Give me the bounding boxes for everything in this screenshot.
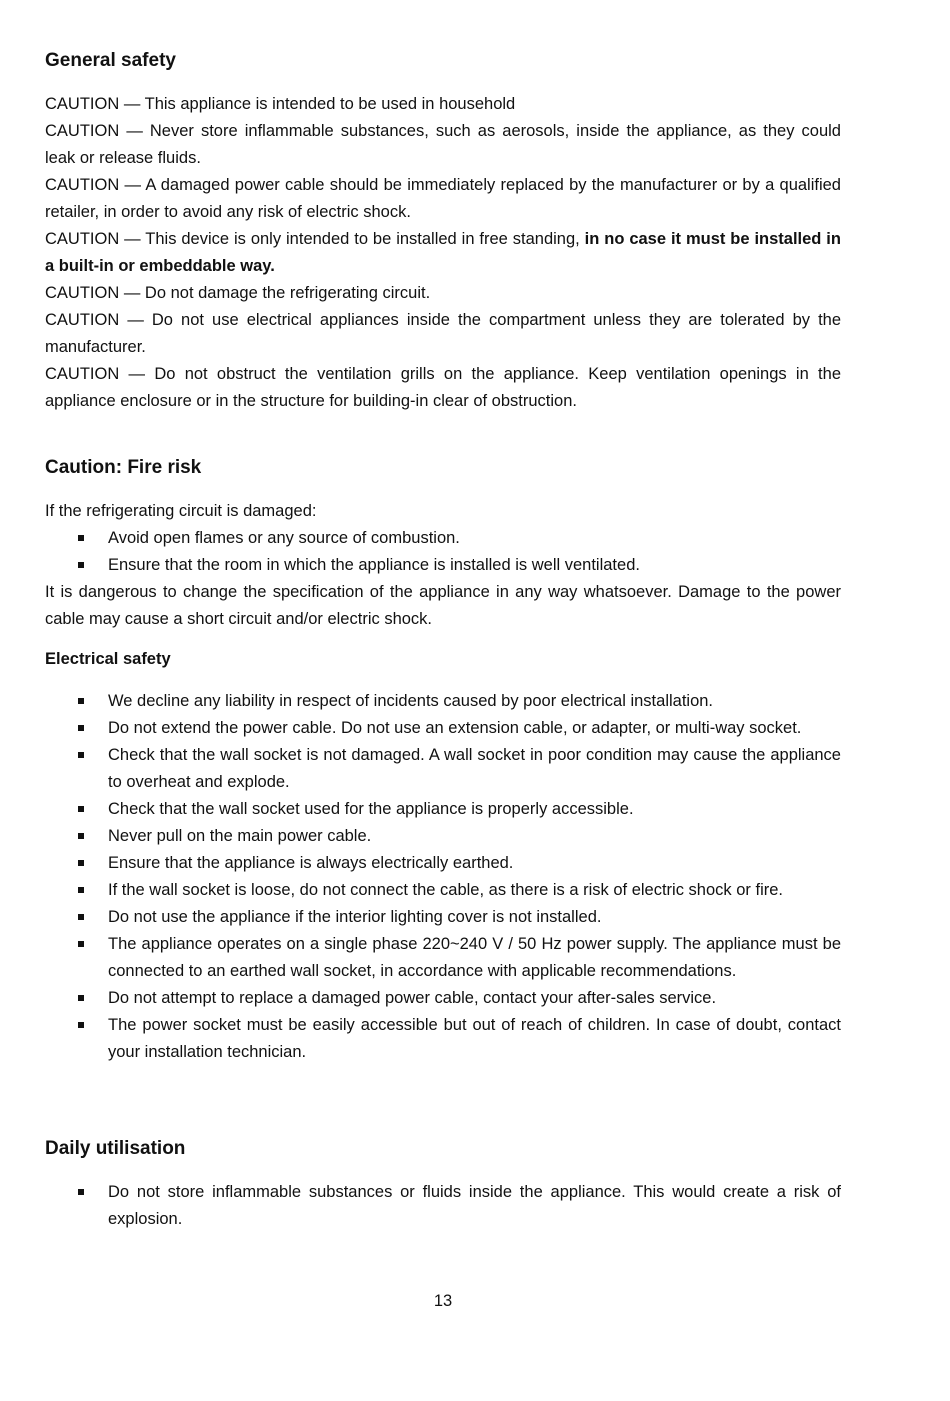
fire-risk-outro: It is dangerous to change the specification of the appliance in any way whatsoever. Damage to the power cable may cause a short circuit and/or electric shock. [45,583,841,628]
bullet-square-icon [78,752,84,758]
list-item: Check that the wall socket is not damaged. A wall socket in poor condition may cause the appliance to overheat and explode. [45,742,841,796]
bullet-square-icon [78,941,84,947]
bullet-square-icon [78,562,84,568]
list-item: Do not attempt to replace a damaged power cable, contact your after-sales service. [45,985,841,1012]
bullet-square-icon [78,1022,84,1028]
caution-free-standing-emphasis: in no case it must be installed in a built-in or embeddable way. [45,230,841,275]
page-number: 13 [433,1292,453,1310]
bullet-square-icon [78,806,84,812]
fire-risk-list [45,525,841,579]
list-item: The power socket must be easily accessible but out of reach of children. In case of doubt, contact your installation technician. [45,1012,841,1066]
bullet-square-icon [78,725,84,731]
caution-inflammable: CAUTION — Never store inflammable substances, such as aerosols, inside the appliance, as they could leak or release fluids. [45,122,841,167]
list-item: We decline any liability in respect of incidents caused by poor electrical installation. [45,688,841,715]
bullet-square-icon [78,698,84,704]
list-item: If the wall socket is loose, do not connect the cable, as there is a risk of electric shock or fire. [45,877,841,904]
bullet-square-icon [78,860,84,866]
daily-utilisation-list [45,1179,841,1233]
bullet-square-icon [78,995,84,1001]
heading-daily-utilisation: Daily utilisation [45,1138,186,1159]
list-item: Do not extend the power cable. Do not use an extension cable, or adapter, or multi-way socket. [45,715,841,742]
list-item: Ensure that the room in which the appliance is installed is well ventilated. [45,552,841,579]
caution-free-standing-text: CAUTION — This device is only intended to be installed in free standing, [45,230,585,248]
caution-power-cable: CAUTION — A damaged power cable should be immediately replaced by the manufacturer or by a qualified retailer, in order to avoid any risk of electric shock. [45,176,841,221]
list-item: Avoid open flames or any source of combustion. [45,525,841,552]
fire-risk-intro: If the refrigerating circuit is damaged: [45,502,317,520]
caution-free-standing [45,226,841,280]
caution-electrical-appliances: CAUTION — Do not use electrical appliances inside the compartment unless they are tolerated by the manufacturer. [45,311,841,356]
caution-refrigerating-circuit: CAUTION — Do not damage the refrigerating circuit. [45,284,431,302]
list-item: Do not use the appliance if the interior lighting cover is not installed. [45,904,841,931]
bullet-square-icon [78,887,84,893]
bullet-square-icon [78,535,84,541]
list-item: The appliance operates on a single phase 220~240 V / 50 Hz power supply. The appliance must be connected to an earthed wall socket, in accordance with applicable recommendations. [45,931,841,985]
list-item: Never pull on the main power cable. [45,823,841,850]
bullet-square-icon [78,833,84,839]
electrical-safety-list [45,688,841,1066]
list-item: Check that the wall socket used for the appliance is properly accessible. [45,796,841,823]
list-item: Ensure that the appliance is always electrically earthed. [45,850,841,877]
caution-household: CAUTION — This appliance is intended to be used in household [45,95,516,113]
list-item: Do not store inflammable substances or fluids inside the appliance. This would create a risk of explosion. [45,1179,841,1233]
bullet-square-icon [78,914,84,920]
heading-electrical-safety: Electrical safety [45,650,171,668]
caution-ventilation: CAUTION — Do not obstruct the ventilation grills on the appliance. Keep ventilation openings in the appliance enclosure or in the structure for building-in clear of obstruction. [45,365,841,410]
heading-fire-risk: Caution: Fire risk [45,457,202,478]
heading-general-safety: General safety [45,50,176,71]
bullet-square-icon [78,1189,84,1195]
